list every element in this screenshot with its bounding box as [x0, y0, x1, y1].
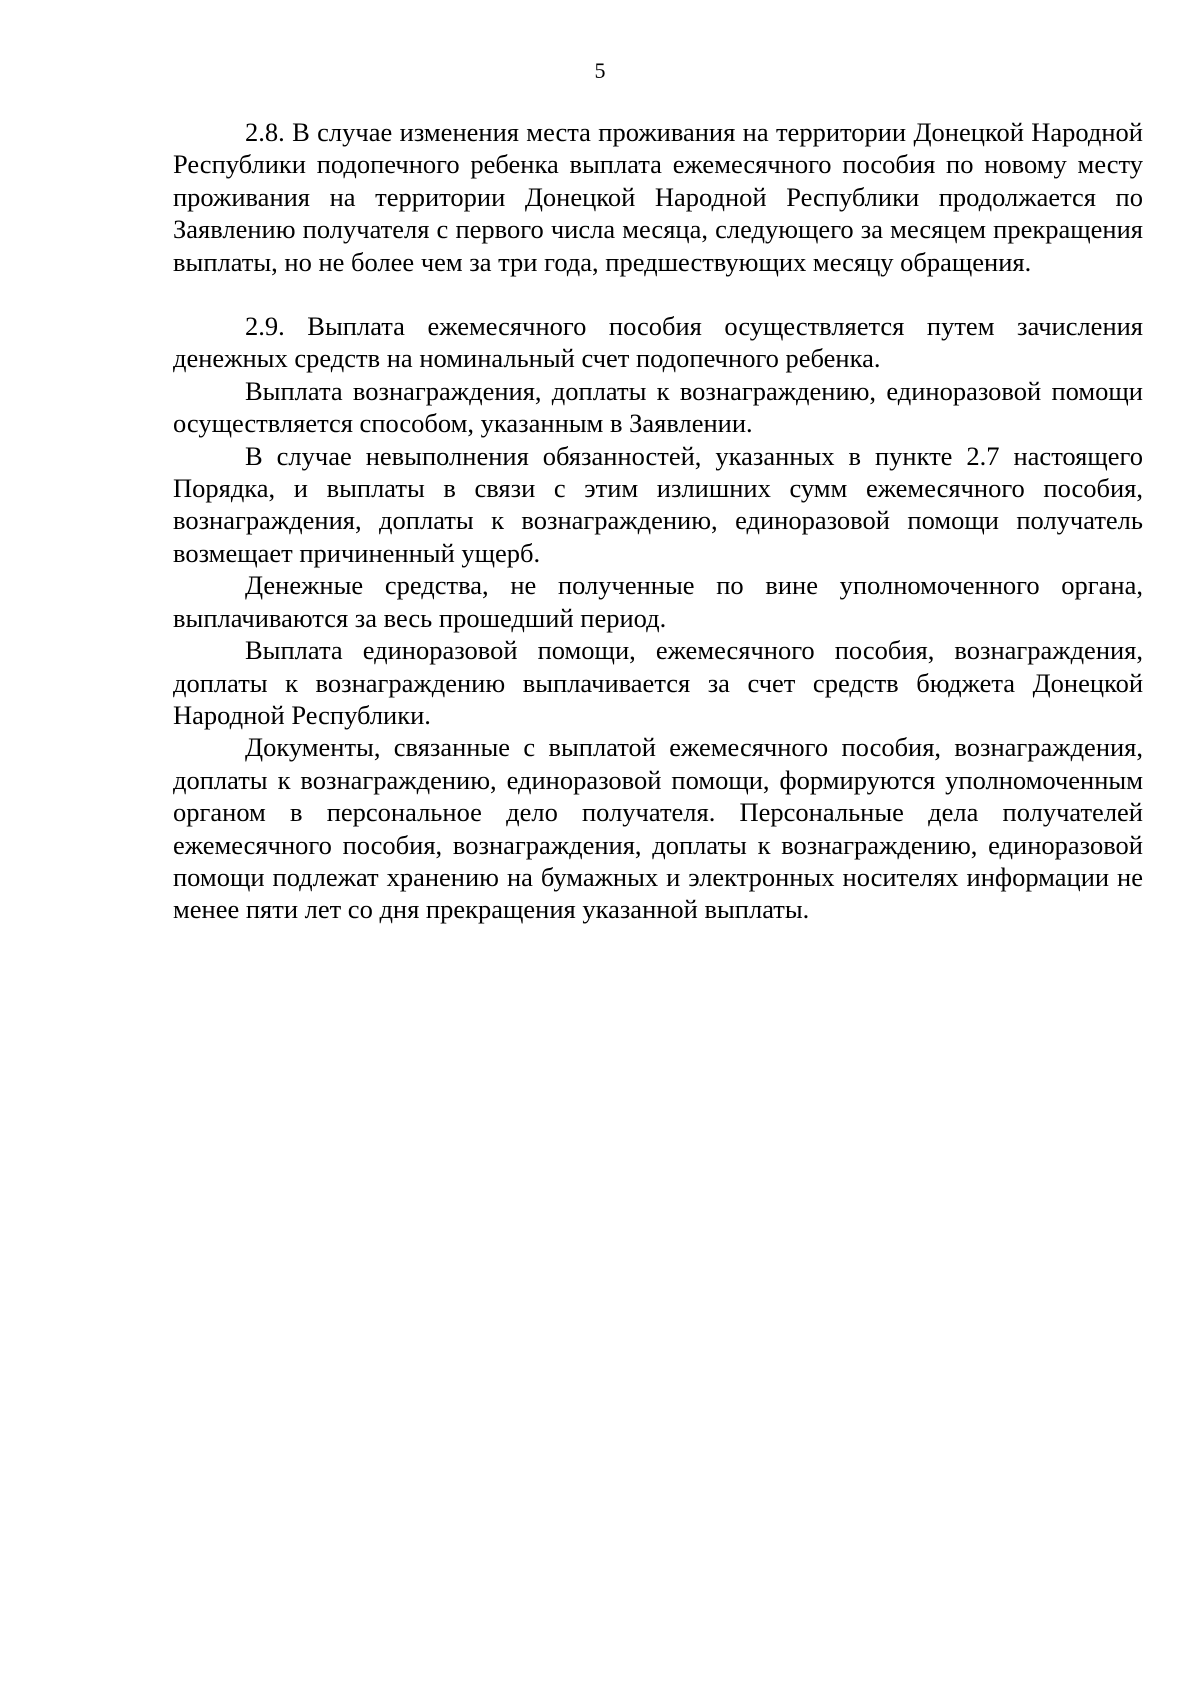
paragraph-unpaid-funds: Денежные средства, не полученные по вине уполномоченного органа, выплачиваются за весь прошедший период. [173, 570, 1143, 633]
paragraph-2-8: 2.8. В случае изменения места проживания на территории Донецкой Народной Республики подопечного ребенка выплата ежемесячного пособия по новому месту проживания на территории Донецкой Народной Республики продолжается по Заявлению получателя с первого числа месяца, следующего за месяцем прекращения выплаты, но не более чем за три года, предшествующих месяцу обращения. [173, 117, 1143, 277]
paragraph-2-9: 2.9. Выплата ежемесячного пособия осуществляется путем зачисления денежных средств на номинальный счет подопечного ребенка. [173, 311, 1143, 374]
paragraph-damage-compensation: В случае невыполнения обязанностей, указанных в пункте 2.7 настоящего Порядка, и выплаты в связи с этим излишних сумм ежемесячного пособия, вознаграждения, доплаты к вознаграждению, единоразовой помощи получатель возмещает причиненный ущерб. [173, 440, 1143, 568]
paragraph-personal-files: Документы, связанные с выплатой ежемесячного пособия, вознаграждения, доплаты к вознаграждению, единоразовой помощи, формируются уполномоченным органом в персональное дело получателя. Персональные дела получателей ежемесячного пособия, вознаграждения, доплаты к вознаграждению, единоразовой помощи подлежат хранению на бумажных и электронных носителях информации не менее пяти лет со дня прекращения указанной выплаты. [173, 732, 1143, 925]
page-number: 5 [594, 58, 606, 83]
document-body [173, 116, 1143, 926]
paragraph-budget-source: Выплата единоразовой помощи, ежемесячного пособия, вознаграждения, доплаты к вознаграждению выплачивается за счет средств бюджета Донецкой Народной Республики. [173, 635, 1143, 730]
paragraph-payment-method: Выплата вознаграждения, доплаты к вознаграждению, единоразовой помощи осуществляется способом, указанным в Заявлении. [173, 375, 1143, 439]
